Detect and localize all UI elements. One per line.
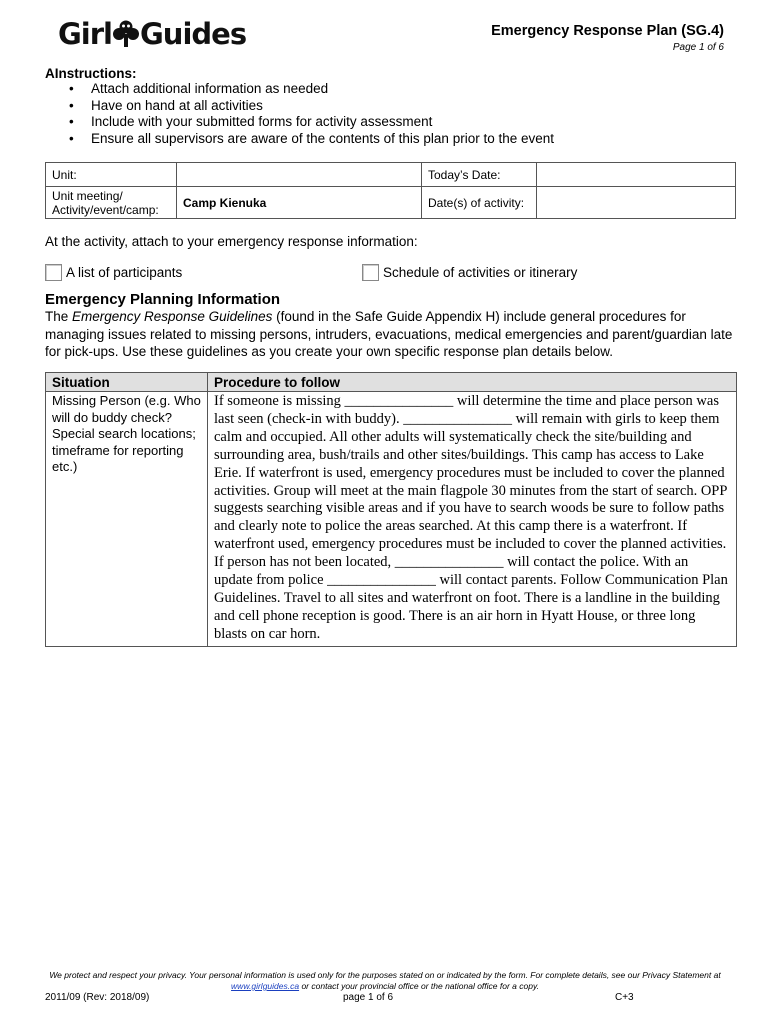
activity-dates-field[interactable] (537, 187, 736, 219)
form-code: C+3 (615, 992, 634, 1003)
privacy-text-end: or contact your provincial office or the national office for a copy. (299, 981, 539, 991)
instruction-item: • Ensure all supervisors are aware of the contents of this plan prior to the event (69, 131, 554, 148)
schedule-option[interactable] (362, 264, 577, 281)
planning-intro-prefix: The (45, 309, 73, 324)
footer-page-number: page 1 of 6 (343, 992, 394, 1003)
website-link[interactable]: www.girlguides.ca (231, 981, 300, 991)
instruction-item: • Include with your submitted forms for activity assessment (69, 114, 554, 131)
planning-heading: Emergency Planning Information (45, 291, 281, 308)
unit-meeting-label: Unit meeting/ Activity/event/camp: (46, 187, 177, 219)
activity-info-table (45, 162, 736, 219)
participants-list-label: A list of participants (66, 265, 183, 280)
participants-list-option[interactable] (45, 264, 182, 281)
participants-list-checkbox[interactable] (45, 264, 62, 281)
schedule-label: Schedule of activities or itinerary (383, 265, 578, 280)
todays-date-field[interactable] (537, 163, 736, 187)
procedure-column-header: Procedure to follow (208, 373, 737, 392)
situation-column-header: Situation (46, 373, 208, 392)
instructions-heading: AInstructions: (45, 66, 137, 81)
table-row (46, 392, 737, 647)
instructions-section (45, 66, 554, 147)
logo-word-girl: Girl (58, 17, 112, 51)
unit-label: Unit: (46, 163, 177, 187)
header-page-number: Page 1 of 6 (672, 42, 724, 53)
instructions-list (45, 81, 554, 147)
document-title: Emergency Response Plan (SG.4) (491, 23, 724, 39)
guidelines-title: Emergency Response Guidelines (72, 309, 273, 324)
planning-intro (45, 308, 735, 361)
girl-guides-logo (58, 14, 246, 54)
unit-meeting-field[interactable]: Camp Kienuka (177, 187, 422, 219)
instruction-item: • Attach additional information as needed (69, 81, 554, 98)
todays-date-label: Today’s Date: (422, 163, 537, 187)
procedure-table (45, 372, 737, 647)
privacy-text: We protect and respect your privacy. Your personal information is used only for the purposes stated on or indicated by the form. For complete details, see our Privacy Statement at (49, 970, 721, 980)
situation-cell: Missing Person (e.g. Who will do buddy check? Special search locations; timeframe for reporting etc.) (46, 392, 208, 647)
attach-instructions: At the activity, attach to your emergency response information: (45, 234, 418, 249)
planning-intro-text: (found in the Safe Guide Appendix H) include general procedures for managing issues related to missing persons, intruders, evacuations, medical emergencies and parent/guardian late for pick-ups. Use these guidelines as you create your own specific response plan details below. (45, 309, 733, 359)
revision-date: 2011/09 (Rev: 2018/09) (45, 992, 150, 1003)
activity-dates-label: Date(s) of activity: (422, 187, 537, 219)
schedule-checkbox[interactable] (362, 264, 379, 281)
trefoil-icon (113, 19, 139, 49)
unit-field[interactable] (177, 163, 422, 187)
instruction-item: • Have on hand at all activities (69, 98, 554, 115)
privacy-statement (45, 970, 725, 992)
procedure-cell[interactable]: If someone is missing _______________ will determine the time and place person was last seen (check-in with buddy). _______________ will remain with girls to keep them calm and occupied. All other adults will systematically check the site/building and surrounding area, bush/trails and other sites/buildings. This camp has access to Lake Erie. If waterfront is used, emergency procedures must be included to cover the planned activities. Group will meet at the main flagpole 30 minutes from the start of search. OPP suggests searching visible areas and if you have to search woods be sure to follow paths and clearly note to police the areas searched. At this camp there is a waterfront. If waterfront used, emergency procedures must be included to cover the planned activities. If person has not been located, _______________ will contact the police. With an update from police _______________ will contact parents. Follow Communication Plan Guidelines. Travel to all sites and waterfront on foot. There is a landline in the building and cell phone reception is good. There is an air horn in Hyatt House, or three long blasts on car horn. (208, 392, 737, 647)
logo-word-guides: Guides (140, 17, 247, 51)
